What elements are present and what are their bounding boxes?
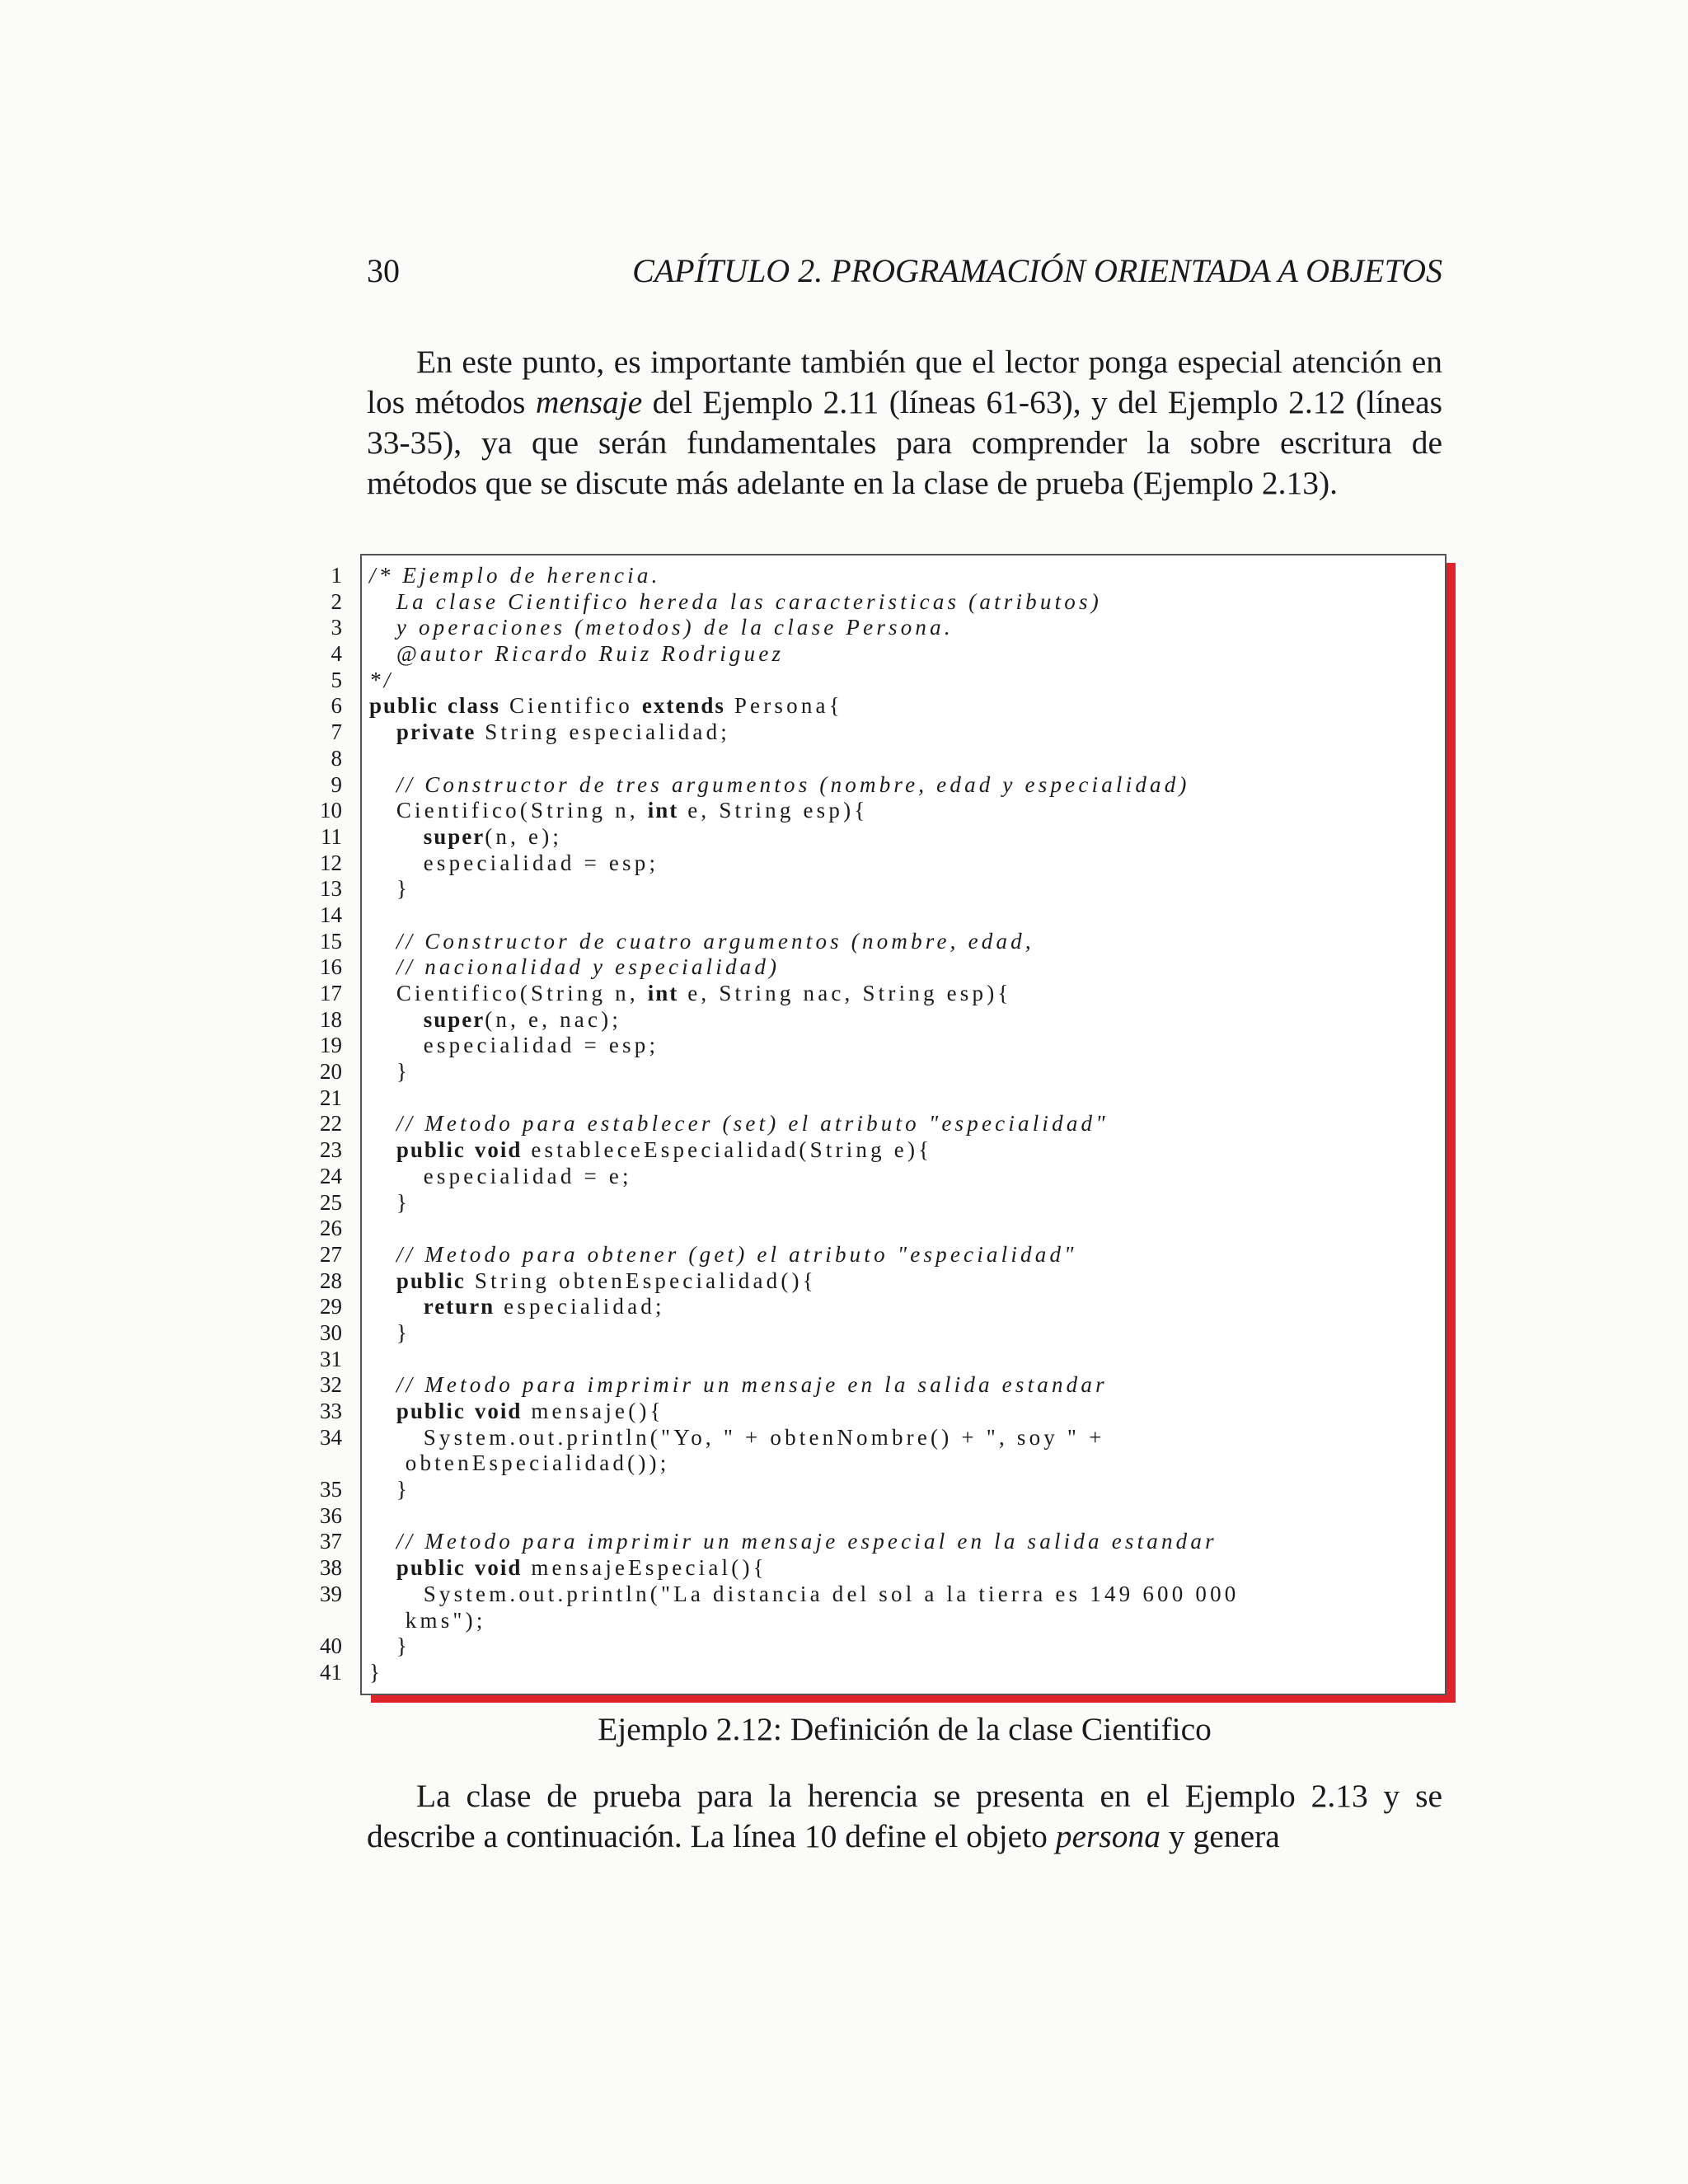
line-number: 15 <box>320 928 342 954</box>
line-number: 1 <box>331 563 342 588</box>
line-number: 24 <box>320 1163 342 1188</box>
line-number: 34 <box>320 1424 342 1450</box>
code-line <box>369 563 1441 589</box>
line-number: 6 <box>331 693 342 719</box>
code-token: especialidad = esp; <box>369 850 659 875</box>
line-number: 41 <box>320 1659 342 1685</box>
code-token <box>466 1399 475 1423</box>
line-number: 26 <box>320 1216 342 1241</box>
code-line <box>369 1242 1441 1268</box>
code-comment: // Metodo para establecer (set) el atributo "especialidad" <box>396 1111 1109 1137</box>
line-number: 8 <box>331 745 342 771</box>
line-number: 23 <box>320 1137 342 1163</box>
line-number: 3 <box>331 615 342 640</box>
code-token: } <box>369 876 411 902</box>
code-keyword: void <box>474 1555 523 1581</box>
closing-text-2: y genera <box>1160 1818 1280 1854</box>
code-comment: */ <box>369 667 394 692</box>
code-token: String obtenEspecialidad(){ <box>465 1268 817 1293</box>
code-line <box>369 1190 1441 1216</box>
code-token: Cientifico(String n, <box>369 798 648 823</box>
code-token <box>369 929 396 954</box>
code-token <box>369 1137 396 1162</box>
code-line <box>369 615 1441 641</box>
code-comment: // nacionalidad y especialidad) <box>396 954 781 980</box>
line-number: 19 <box>320 1033 342 1058</box>
code-token <box>438 693 448 718</box>
closing-emphasis-persona: persona <box>1055 1818 1161 1854</box>
code-token <box>369 1242 396 1267</box>
line-number: 40 <box>320 1633 342 1659</box>
code-token: kms"); <box>369 1607 486 1633</box>
code-token: mensajeEspecial(){ <box>522 1555 767 1581</box>
code-token <box>369 772 396 797</box>
code-line <box>369 1633 1441 1660</box>
code-line <box>369 798 1441 824</box>
code-line <box>369 1503 1441 1530</box>
listing-caption: Ejemplo 2.12: Definición de la clase Cientifico <box>598 1711 1212 1747</box>
code-line <box>369 693 1441 719</box>
code-line <box>369 929 1441 955</box>
line-number: 7 <box>331 719 342 745</box>
line-number: 12 <box>320 850 342 875</box>
code-line <box>369 589 1441 616</box>
line-number: 17 <box>320 981 342 1005</box>
code-token <box>369 1111 396 1136</box>
code-keyword: class <box>448 693 500 719</box>
code-keyword: super <box>423 823 485 849</box>
code-comment: // Metodo para imprimir un mensaje especial en la salida estandar <box>396 1529 1217 1554</box>
code-token: Persona{ <box>724 693 843 719</box>
code-token: System.out.println("La distancia del sol a la tierra es 149 600 000 <box>369 1581 1240 1606</box>
line-number: 38 <box>320 1555 342 1581</box>
line-number: 4 <box>331 641 342 667</box>
code-token: obtenEspecialidad()); <box>369 1451 670 1476</box>
code-line <box>369 1164 1441 1190</box>
code-keyword: void <box>474 1137 523 1163</box>
code-token: especialidad = esp; <box>369 1033 659 1058</box>
line-number <box>297 1608 342 1634</box>
code-line <box>369 1608 1441 1634</box>
line-number: 21 <box>320 1085 342 1110</box>
code-line <box>369 1268 1441 1295</box>
line-number: 36 <box>320 1502 342 1528</box>
code-line <box>369 876 1441 902</box>
code-line <box>369 1555 1441 1582</box>
line-number: 32 <box>320 1372 342 1398</box>
line-number: 27 <box>320 1241 342 1267</box>
line-number: 13 <box>320 876 342 902</box>
line-number: 22 <box>320 1111 342 1137</box>
code-line <box>369 1529 1441 1555</box>
code-token: String especialidad; <box>476 719 730 745</box>
line-number: 10 <box>320 798 342 823</box>
code-token <box>369 1372 396 1397</box>
code-token <box>369 1555 396 1580</box>
code-token: } <box>369 1319 411 1345</box>
code-keyword: void <box>474 1399 523 1423</box>
code-token <box>369 1268 396 1293</box>
code-comment: La clase Cientifico hereda las caracteristicas (atributos) <box>369 588 1102 614</box>
line-number: 16 <box>320 954 342 980</box>
code-keyword: extends <box>641 693 725 719</box>
code-comment: // Constructor de tres argumentos (nombre, edad y especialidad) <box>396 771 1190 797</box>
code-token: } <box>369 1477 411 1502</box>
code-keyword: int <box>647 981 679 1005</box>
code-line <box>369 954 1441 981</box>
code-keyword: super <box>423 1006 485 1032</box>
line-number: 25 <box>320 1189 342 1215</box>
code-line <box>369 1425 1441 1451</box>
code-keyword: int <box>647 798 679 823</box>
code-keyword: public <box>369 693 439 719</box>
code-token: e, String nac, String esp){ <box>678 981 1012 1005</box>
code-line <box>369 981 1441 1007</box>
line-number: 2 <box>331 588 342 614</box>
code-token: especialidad = e; <box>369 1163 632 1188</box>
code-comment: // Metodo para imprimir un mensaje en la salida estandar <box>396 1372 1108 1398</box>
code-token <box>466 1137 475 1162</box>
page-header <box>367 251 1442 301</box>
intro-paragraph <box>367 342 1442 504</box>
code-line <box>369 1372 1441 1399</box>
intro-emphasis-mensaje: mensaje <box>535 384 643 420</box>
line-number: 20 <box>320 1059 342 1085</box>
line-number: 39 <box>320 1581 342 1606</box>
page-number: 30 <box>367 252 400 289</box>
code-line <box>369 1033 1441 1059</box>
code-listing <box>369 563 1441 1686</box>
closing-paragraph <box>367 1776 1442 1857</box>
code-comment: y operaciones (metodos) de la clase Persona. <box>369 615 954 640</box>
code-line <box>369 668 1441 694</box>
code-line <box>369 1582 1441 1608</box>
line-number: 33 <box>320 1399 342 1423</box>
code-line <box>369 902 1441 929</box>
code-token <box>369 1399 396 1423</box>
code-line <box>369 1347 1441 1373</box>
line-number: 28 <box>320 1268 342 1293</box>
code-line <box>369 1451 1441 1477</box>
code-comment: // Constructor de cuatro argumentos (nombre, edad, <box>396 928 1034 954</box>
code-line <box>369 1294 1441 1320</box>
code-token: mensaje(){ <box>522 1399 664 1423</box>
line-number: 11 <box>321 823 342 849</box>
code-line <box>369 772 1441 799</box>
code-token <box>466 1555 475 1580</box>
code-line <box>369 1111 1441 1137</box>
line-number: 9 <box>331 771 342 797</box>
code-comment: /* Ejemplo de herencia. <box>369 563 661 588</box>
closing-text-1: La clase de prueba para la herencia se presenta en el Ejemplo 2.13 y se describe a continuación. La línea 10 define el objeto <box>367 1778 1442 1854</box>
running-head: CAPÍTULO 2. PROGRAMACIÓN ORIENTADA A OBJETOS <box>632 252 1442 289</box>
line-number <box>297 1451 342 1477</box>
code-line <box>369 746 1441 772</box>
line-number: 5 <box>331 667 342 692</box>
code-token <box>369 1294 424 1319</box>
line-number-column <box>297 563 342 1686</box>
intro-text-2: del Ejemplo 2.11 (líneas 61-63), y del Ejemplo 2.12 (líneas 33-35), ya que serán fundamentales para comprender la sobre escritura de métodos que se discute más adelante en la clase de prueba (Ejemplo 2.13). <box>367 384 1442 501</box>
code-line <box>369 1137 1441 1164</box>
line-number: 14 <box>320 902 342 927</box>
code-line <box>369 851 1441 877</box>
code-token: (n, e); <box>485 823 563 849</box>
code-comment: // Metodo para obtener (get) el atributo "especialidad" <box>396 1241 1077 1267</box>
code-line <box>369 1216 1441 1242</box>
code-token: } <box>369 1059 411 1085</box>
code-token <box>369 954 396 979</box>
code-keyword: public <box>396 1137 466 1163</box>
line-number: 29 <box>320 1294 342 1319</box>
code-keyword: private <box>396 719 476 745</box>
code-token: } <box>369 1659 384 1685</box>
code-line <box>369 719 1441 746</box>
code-token: especialidad; <box>495 1294 665 1319</box>
code-keyword: public <box>396 1555 466 1581</box>
code-keyword: public <box>396 1399 466 1423</box>
code-token <box>369 1529 396 1554</box>
code-token: estableceEspecialidad(String e){ <box>522 1137 933 1163</box>
code-token: (n, e, nac); <box>485 1006 622 1032</box>
code-token <box>369 824 424 849</box>
code-line <box>369 1399 1441 1425</box>
code-keyword: public <box>396 1268 466 1293</box>
line-number: 35 <box>320 1477 342 1502</box>
code-line <box>369 1660 1441 1686</box>
code-token: } <box>369 1189 411 1215</box>
code-comment: @autor Ricardo Ruiz Rodriguez <box>369 641 785 667</box>
code-line <box>369 1320 1441 1347</box>
code-line <box>369 641 1441 668</box>
intro-text-1: En este punto, es importante también que el lector ponga especial atención en los métodos <box>367 344 1442 420</box>
code-line <box>369 1007 1441 1033</box>
line-number: 37 <box>320 1529 342 1554</box>
code-token <box>369 1007 424 1032</box>
code-line <box>369 1477 1441 1503</box>
code-token: } <box>369 1633 411 1659</box>
code-line <box>369 1085 1441 1112</box>
code-line <box>369 1059 1441 1085</box>
code-token: Cientifico(String n, <box>369 981 648 1005</box>
line-number: 31 <box>320 1346 342 1371</box>
code-token <box>369 719 396 744</box>
code-token: e, String esp){ <box>678 798 869 823</box>
code-token: Cientifico <box>500 693 642 719</box>
line-number: 30 <box>320 1319 342 1345</box>
code-line <box>369 824 1441 851</box>
code-token: System.out.println("Yo, " + obtenNombre() + ", soy " + <box>369 1424 1105 1450</box>
line-number: 18 <box>320 1006 342 1032</box>
code-keyword: return <box>423 1294 495 1319</box>
